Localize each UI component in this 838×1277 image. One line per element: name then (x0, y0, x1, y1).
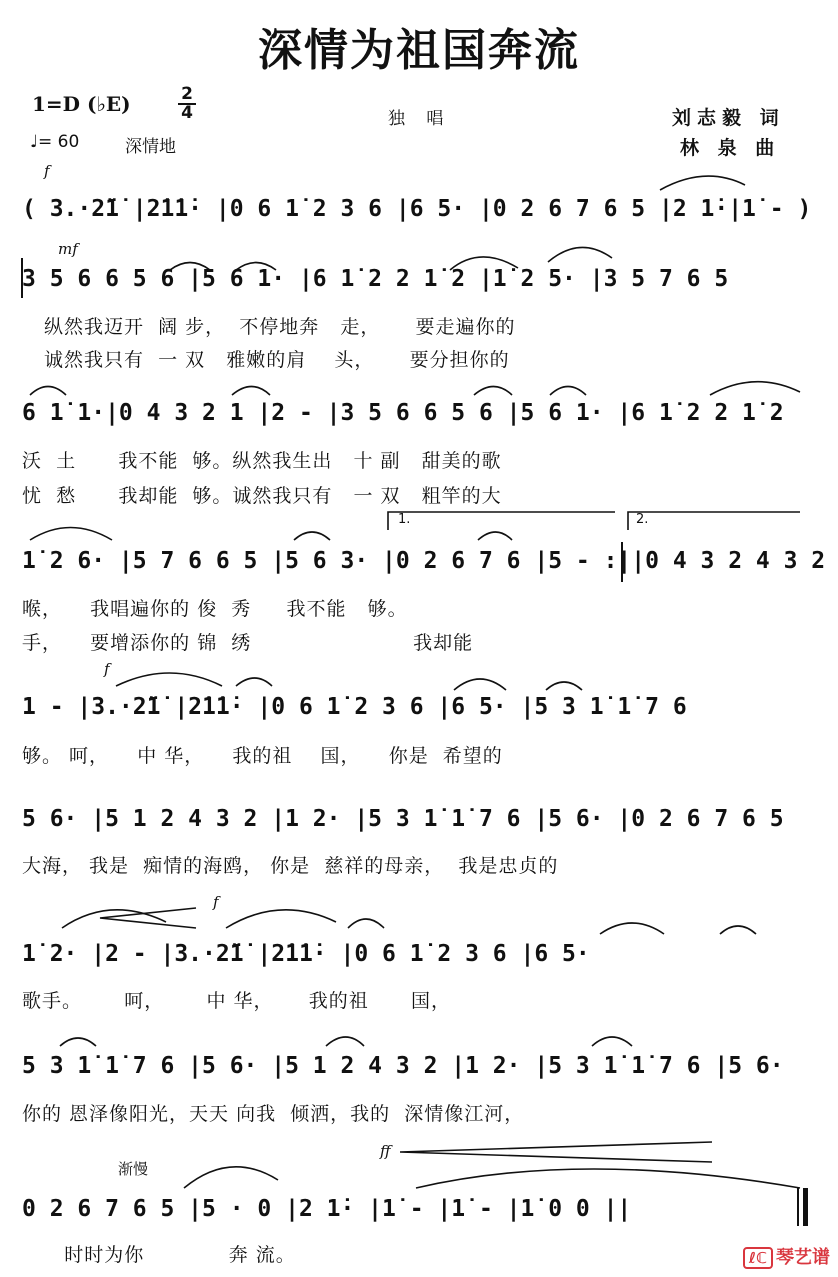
slur (454, 679, 506, 690)
lyrics-system-5: 够。 呵， 中 华， 我的祖 国， 你是 希望的 (22, 745, 503, 767)
slur (348, 919, 384, 928)
slur (226, 910, 336, 928)
notation-system-6: 5 6· |5 1 2 4 3 2 |1 2· |5 3 1̇ 1̇ 7 6 |5 6· |0 2 6 7 6 5 (22, 806, 784, 832)
slur (450, 257, 518, 270)
lyrics-system-8: 你的 恩泽像阳光，天天 向我 倾洒，我的 深情像江河， (22, 1103, 525, 1125)
crescendo-hairpin-ff (400, 1142, 712, 1162)
slur (236, 263, 276, 271)
time-signature: 2 4 (178, 86, 196, 122)
slur (232, 387, 270, 396)
slur (30, 528, 112, 541)
slur (294, 532, 330, 540)
slur (30, 387, 66, 396)
slur (416, 1169, 800, 1188)
slur (546, 682, 582, 690)
lyricist-credit: 刘志毅 词 (672, 107, 785, 129)
watermark-text: 琴艺谱 (776, 1247, 830, 1268)
slur (326, 1037, 364, 1046)
dynamic-mf: mf (58, 240, 78, 258)
song-title: 深情为祖国奔流 (258, 25, 580, 76)
lyrics-system-6: 大海， 我是 痴情的海鸥， 你是 慈祥的母亲， 我是忠贞的 (22, 855, 559, 877)
notation-system-9: 0 2 6 7 6 5 |5 · 0 |2 1̇· |1̇ - |1̇ - |1̇ 0 0 || (22, 1196, 632, 1222)
notation-system-2: 3 5 6 6 5 6 |5 6 1· |6 1̇ 2 2 1̇ 2 |1̇ 2 5· |3 5 7 6 5 (22, 266, 729, 292)
watermark (743, 1243, 830, 1269)
dynamic-ff: ff (380, 1142, 391, 1160)
slur (478, 532, 512, 540)
qinyipu-logo-icon: ℓℂ (743, 1247, 773, 1269)
slur (170, 263, 210, 271)
slur (710, 382, 800, 395)
lyrics-system-3-verse-2: 忧 愁 我却能 够。诚然我只有 一 双 粗竿的大 (22, 485, 502, 507)
tempo-mark: ♩= 60 (30, 132, 80, 152)
composer-credit: 林 泉 曲 (680, 137, 781, 159)
dynamic-f-intro: f (44, 162, 50, 180)
expression-mark: 深情地 (125, 137, 176, 157)
dynamic-f-chorus-2: f (213, 893, 219, 911)
slur (116, 673, 222, 686)
dynamic-f-chorus: f (104, 660, 110, 678)
crescendo-hairpin (100, 908, 196, 928)
first-ending-bracket (388, 512, 615, 530)
lyrics-system-2-verse-2: 诚然我只有 一 双 雅嫩的肩 头， 要分担你的 (44, 349, 510, 371)
slur (184, 1167, 278, 1188)
slur (236, 678, 272, 686)
lyrics-system-3-verse-1: 沃 土 我不能 够。纵然我生出 十 副 甜美的歌 (22, 450, 502, 472)
slur (720, 926, 756, 934)
notation-system-7: 1̇ 2· |2 - |3.·2̈1̇ |2̇1̇1̇· |0 6 1̇ 2 3 6 |6 5· (22, 941, 590, 967)
slur (60, 1038, 96, 1046)
performance-type: 独 唱 (388, 109, 452, 129)
slur (660, 176, 745, 190)
notation-system-3: 6 1̇ 1·|0 4 3 2 1 |2 - |3 5 6 6 5 6 |5 6 1· |6 1̇ 2 2 1̇ 2 (22, 400, 784, 426)
slur (548, 247, 612, 262)
lyrics-system-4-verse-2: 手， 要增添你的 锦 绣 我却能 (22, 632, 474, 654)
second-ending-bracket (628, 512, 800, 530)
notation-system-1: ( 3.·2̈1̇ |2̇1̇1̇· |0 6 1̇ 2 3 6 |6 5· |0 2 6 7 6 5 |2 1̇·|1̇ - ) (22, 196, 812, 222)
final-bar-thick (803, 1188, 808, 1226)
notation-system-4: 1̇ 2 6· |5 7 6 6 5 |5 6 3· |0 2 6 7 6 |5 - :||0 4 3 2 4 3 2 (22, 548, 826, 574)
lyrics-system-4-verse-1: 喉， 我唱遍你的 俊 秀 我不能 够。 (22, 598, 408, 620)
slur (474, 387, 512, 396)
second-ending-label: 2. (636, 512, 649, 527)
lyrics-system-9: 时时为你 奔 流。 (22, 1244, 296, 1266)
slur (600, 923, 664, 934)
first-ending-label: 1. (398, 512, 411, 527)
key-signature: 1=D (♭E) (32, 92, 131, 116)
notation-system-5: 1 - |3.·2̈1̇ |2̇1̇1̇· |0 6 1̇ 2 3 6 |6 5· |5 3 1̇ 1̇ 7 6 (22, 694, 687, 720)
slur (550, 387, 586, 396)
slur (592, 1037, 632, 1046)
notation-system-8: 5 3 1̇ 1̇ 7 6 |5 6· |5 1 2 4 3 2 |1 2· |5 3 1̇ 1̇ 7 6 |5 6· (22, 1053, 784, 1079)
lyrics-system-7: 歌手。 呵， 中 华， 我的祖 国， (22, 990, 451, 1012)
lyrics-system-2-verse-1: 纵然我迈开 阔 步， 不停地奔 走， 要走遍你的 (44, 316, 516, 338)
direction-ritardando: 渐慢 (118, 1160, 149, 1178)
